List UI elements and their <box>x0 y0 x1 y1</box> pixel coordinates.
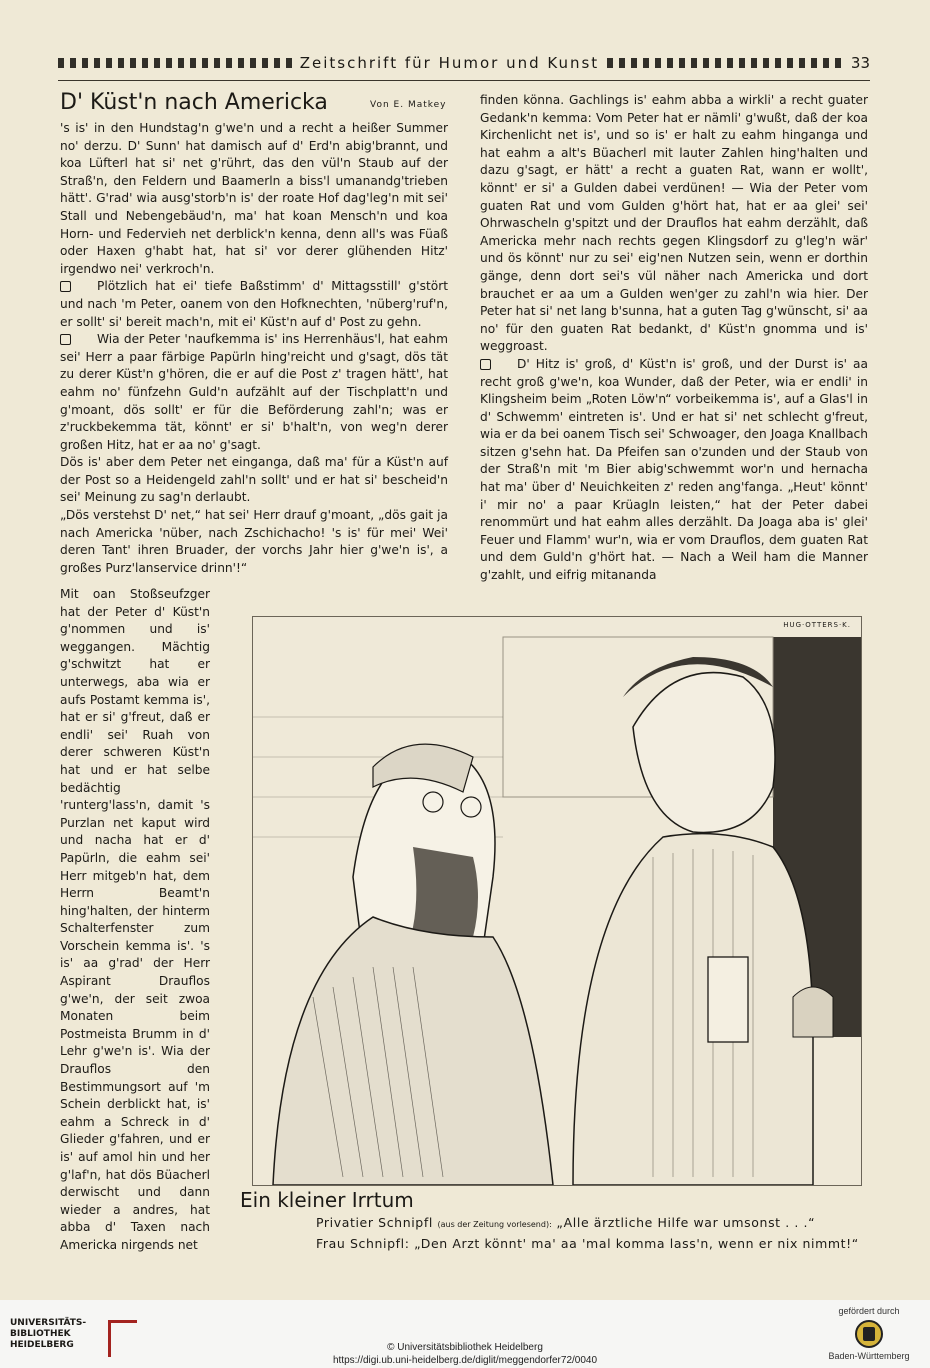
header-ornament-left <box>58 58 292 68</box>
jar <box>708 957 748 1042</box>
header-rule <box>58 80 870 81</box>
caption-title: Ein kleiner Irrtum <box>240 1188 414 1212</box>
source-url-link[interactable]: https://digi.ub.uni-heidelberg.de/diglit/meggendorfer72/0040 <box>332 1355 598 1366</box>
paragraph: D' Hitz is' groß, d' Küst'n is' groß, und der Durst is' aa recht groß g'we'n, koa Wunder, daß der Peter, wia er endli' in Klingsheim beim „Roten Löw'n“ vorbeikemma is', auf a Glas'l in d' Schwemm' eintreten is'. Und er hat si' net schlecht g'freut, wia er da bei oanem Tisch sei' Schwoager, den Joaga Knallbach sitzen g'sehn hat. Da Pfeifen san o'zunden und der Staub von der Straß'n mit 'm Bier abig'schwemmt wor'n und hernacha hat ma' über d' Neuichkeiten z' reden ang'fanga. „Heut' könnt' i' mir no' a paar Krüagln leisten,“ hat der Peter dabei renommürt und hat eahm alles derzählt. Da Joaga aba is' glei' Feuer und Flamm' wur'n, wia er vom Drauflos, dem guaten Rat und dem Guld'n g'hört hat. — Nach a Weil ham die Manner g'zahlt, und eifrig mitananda <box>480 356 868 583</box>
paragraph: Plötzlich hat ei' tiefe Baßstimm' d' Mittagsstill' g'stört und nach 'm Peter, oanem von den Hofknechten, 'nüberg'ruf'n, er sollt' si' bereit mach'n, mit ei' Küst'n auf d' Post zu gehn. <box>60 279 448 329</box>
article-author: Von E. Matkey <box>370 100 447 110</box>
caption-line-1 <box>316 1215 815 1230</box>
paragraph-mark-icon <box>60 334 71 345</box>
sponsor-logo[interactable] <box>824 1306 914 1361</box>
paragraph: Wia der Peter 'naufkemma is' ins Herrenhäus'l, hat eahm sei' Herr a paar färbige Papürln hing'reicht und g'sagt, dös tät zu derer Küst'n g'hören, die er auf die Post z' tragen hätt', hat eahm no' fünfzehn Guld'n aufzählt auf der Tischplatt'n und g'moant, dös sollt' er für die Beförderung zahl'n; was er z'ruckbekemma tät, könnt' er si' b'halt'n, von weg'n derer großen Hitz, hat er aa no' g'sagt. <box>60 332 448 452</box>
sponsor-label: gefördert durch <box>838 1306 900 1316</box>
coat-of-arms-icon <box>855 1320 883 1348</box>
caption-quote: „Alle ärztliche Hilfe war umsonst . . .“ <box>556 1215 816 1230</box>
caption-speaker: Privatier Schnipfl <box>316 1215 433 1230</box>
page-header <box>58 52 870 74</box>
illustration-drawing <box>253 617 861 1185</box>
page-number: 33 <box>850 54 870 72</box>
caption-note: (aus der Zeitung vorlesend): <box>437 1220 552 1229</box>
journal-title: Zeitschrift für Humor und Kunst <box>299 54 600 72</box>
paragraph-mark-icon <box>480 359 491 370</box>
header-ornament-right <box>607 58 841 68</box>
caption-speaker: Frau Schnipfl: <box>316 1236 410 1251</box>
caption-line-2 <box>316 1236 859 1251</box>
sponsor-name: Baden-Württemberg <box>828 1351 910 1361</box>
column-left-narrow: Mit oan Stoßseufzger hat der Peter d' Küst'n g'nommen und is' weggangen. Mächtig g'schwitzt hat er unterwegs, aba wia er aufs Postamt kemma is', hat er si' g'freut, daß er endli' sei' Ruah von derer schweren Küst'n hat und er hat selbe bedächtig 'runterg'lass'n, damit 's Purzlan net kaput wird und nacha hat er d' Papürln, die eahm sei' Herr mitgeb'n hat, dem Herrn Beamt'n hing'halten, der hinterm Schalterfenster zum Vorschein kemma is'. 's is' aa g'rad' der Herr Aspirant Drauflos g'we'n, der seit zwoa Monaten beim Postmeista Brumm in d' Lehr g'we'n is'. Wia der Drauflos den Bestimmungsort auf 'm Schein derblickt hat, is' eahm a Schreck in d' Glieder g'fahren, und er is' auf amol hin und her g'laf'n, hat dös Büacherl derwischt und dann wieder a andres, hat abba d' Taxen nach Americka nirgends net <box>60 587 210 1252</box>
column-left-top <box>60 120 448 577</box>
viewer-footer <box>0 1300 930 1368</box>
column-right <box>480 92 868 585</box>
library-logo[interactable]: UNIVERSITÄTS- BIBLIOTHEK HEIDELBERG <box>10 1318 130 1362</box>
copyright-text: © Universitätsbibliothek Heidelberg <box>387 1342 543 1353</box>
paragraph: finden könna. Gachlings is' eahm abba a wirkli' a recht guater Gedank'n kemma: Vom Peter hat er nämli' g'wußt, daß der koa Kirchenlicht net is', und so is' er halt zu eahm hinganga und hat eahm a alt's Büacherl mit lauter Zahlen hing'halten und dazu g'sagt, er hätt' a recht a guaten Rat, wann er wollt', könnt' er si' a Gulden dabei verdünen! — Wia der Peter vom guaten Rat und vom Gulden g'hört hat, hat er aa glei' sei' Ohrwascheln g'spitzt und der Drauflos hat eahm derzählt, daß Americka mehr nach rechts gegen Klingsdorf zu g'leg'n wär' und ös könnt' nur zu sei' eig'nen Nutzen sein, wenn er dorthin gänge, denn dort sei's vül näher nach Americka und dort brauchet er aa um a Gulden wen'ger zu zahl'n wia hier. Der Peter hat si' net lang b'sunna, hat a guten Tag g'wünscht, si' aa no' für den guaten Rat bedankt, d' Küst'n gnomma und is' weggroast. <box>480 93 868 354</box>
illustration <box>252 616 862 1186</box>
article-title: D' Küst'n nach Americka <box>60 90 328 115</box>
paragraph: „Dös verstehst D' net,“ hat sei' Herr drauf g'moant, „dös gait ja nach Americka 'nüber, nach Zschichacho! 's is' für mei' Wei' deren Tant' ihren Bruader, der vorchs Jahr hier g'we'n is', a großes Purz'lanservice drinn'!“ <box>60 508 448 575</box>
caption-quote: „Den Arzt könnt' ma' aa 'mal komma lass'n, wenn er nix nimmt!“ <box>414 1236 859 1251</box>
paragraph-mark-icon <box>60 281 71 292</box>
illustrator-signature: HUG·OTTERS·K. <box>783 621 851 629</box>
paragraph: 's is' in den Hundstag'n g'we'n und a recht a heißer Summer no' derzu. D' Sunn' hat damisch auf d' Erd'n abig'brannt, und koa Lüfterl hat si' net g'rührt, das den vül'n Staub auf der Straß'n, den Feldern und Baamerln a biss'l umanandg'trieben hätt'. G'rad' wia ausg'storb'n is' der roate Hof dag'leg'n mit sei' Stall und Nebengebäud'n, ma' hat koan Mensch'n und koa Horn- und Federvieh net derblick'n kenna, denn all's was Füaß oder Haxen g'habt hat, hat si' vor derer glühenden Hitz' irgendwo nei' verkroch'n. <box>60 121 448 276</box>
paragraph: Dös is' aber dem Peter net einganga, daß ma' für a Küst'n auf der Post so a Heidengeld zahl'n sollt' und er hat si' bescheid'n sei' Meinung zu sag'n derlaubt. <box>60 455 448 505</box>
